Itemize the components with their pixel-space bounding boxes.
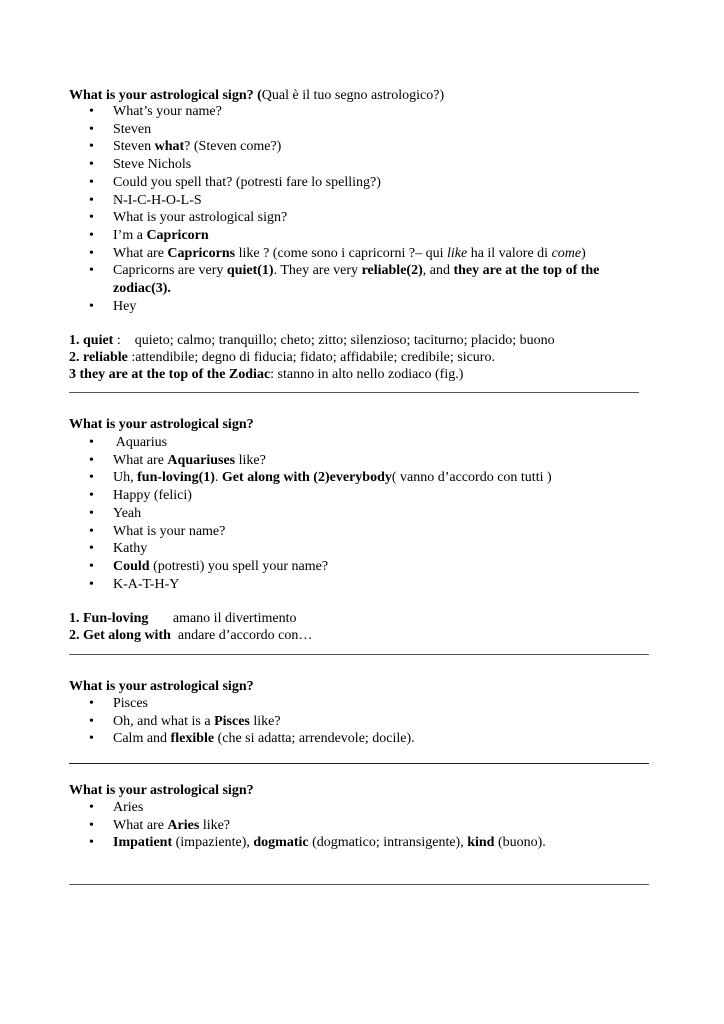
section-2-heading: What is your astrological sign? bbox=[69, 417, 254, 432]
section-1-heading: What is your astrological sign? (Qual è il tuo segno astrologico?) bbox=[69, 88, 445, 103]
list-item: • Happy (felici) bbox=[0, 487, 633, 505]
section-2-list bbox=[0, 434, 633, 593]
list-item: • Hey bbox=[0, 298, 633, 316]
list-item: • Aquarius bbox=[0, 434, 633, 452]
definition-line: 2. reliable :attendibile; degno di fiducia; fidato; affidabile; credibile; sicuro. bbox=[69, 350, 495, 365]
list-item: • I’m a Capricorn bbox=[0, 227, 633, 245]
list-item: • Uh, fun-loving(1). Get along with (2)everybody( vanno d’accordo con tutti ) bbox=[0, 469, 633, 487]
list-item: • Could you spell that? (potresti fare lo spelling?) bbox=[0, 174, 633, 192]
list-item: • Aries bbox=[0, 799, 633, 817]
section-1-list bbox=[0, 103, 633, 315]
list-item: • What are Aries like? bbox=[0, 817, 633, 835]
section-4-heading: What is your astrological sign? bbox=[69, 783, 254, 798]
definition-line: 3 they are at the top of the Zodiac: stanno in alto nello zodiaco (fig.) bbox=[69, 367, 464, 382]
list-item: • K-A-T-H-Y bbox=[0, 576, 633, 594]
list-item: • Steven what? (Steven come?) bbox=[0, 138, 633, 156]
divider bbox=[69, 884, 649, 885]
section-4-list bbox=[0, 799, 633, 852]
list-item: • What are Aquariuses like? bbox=[0, 452, 633, 470]
section-3-list bbox=[0, 695, 633, 748]
section-3-heading: What is your astrological sign? bbox=[69, 679, 254, 694]
divider bbox=[69, 392, 639, 393]
list-item: • What are Capricorns like ? (come sono i capricorni ?– qui like ha il valore di come) bbox=[0, 245, 633, 263]
definition-line: 1. quiet : quieto; calmo; tranquillo; cheto; zitto; silenzioso; taciturno; placido; buono bbox=[69, 333, 555, 348]
list-item: • N-I-C-H-O-L-S bbox=[0, 192, 633, 210]
list-item: • Impatient (impaziente), dogmatic (dogmatico; intransigente), kind (buono). bbox=[0, 834, 633, 852]
divider bbox=[69, 763, 649, 764]
divider bbox=[69, 654, 649, 655]
list-item: • Yeah bbox=[0, 505, 633, 523]
list-item: • Pisces bbox=[0, 695, 633, 713]
list-item: • Oh, and what is a Pisces like? bbox=[0, 713, 633, 731]
definition-line: 2. Get along with andare d’accordo con… bbox=[69, 628, 313, 643]
list-item: • Capricorns are very quiet(1). They are very reliable(2), and they are at the top of the zodiac(3). bbox=[0, 262, 633, 297]
list-item: • What is your astrological sign? bbox=[0, 209, 633, 227]
list-item: • Steve Nichols bbox=[0, 156, 633, 174]
list-item: • What’s your name? bbox=[0, 103, 633, 121]
list-item: • Kathy bbox=[0, 540, 633, 558]
list-item: • What is your name? bbox=[0, 523, 633, 541]
list-item: • Steven bbox=[0, 121, 633, 139]
list-item: • Calm and flexible (che si adatta; arrendevole; docile). bbox=[0, 730, 633, 748]
definition-line: 1. Fun-loving amano il divertimento bbox=[69, 611, 297, 626]
list-item: • Could (potresti) you spell your name? bbox=[0, 558, 633, 576]
